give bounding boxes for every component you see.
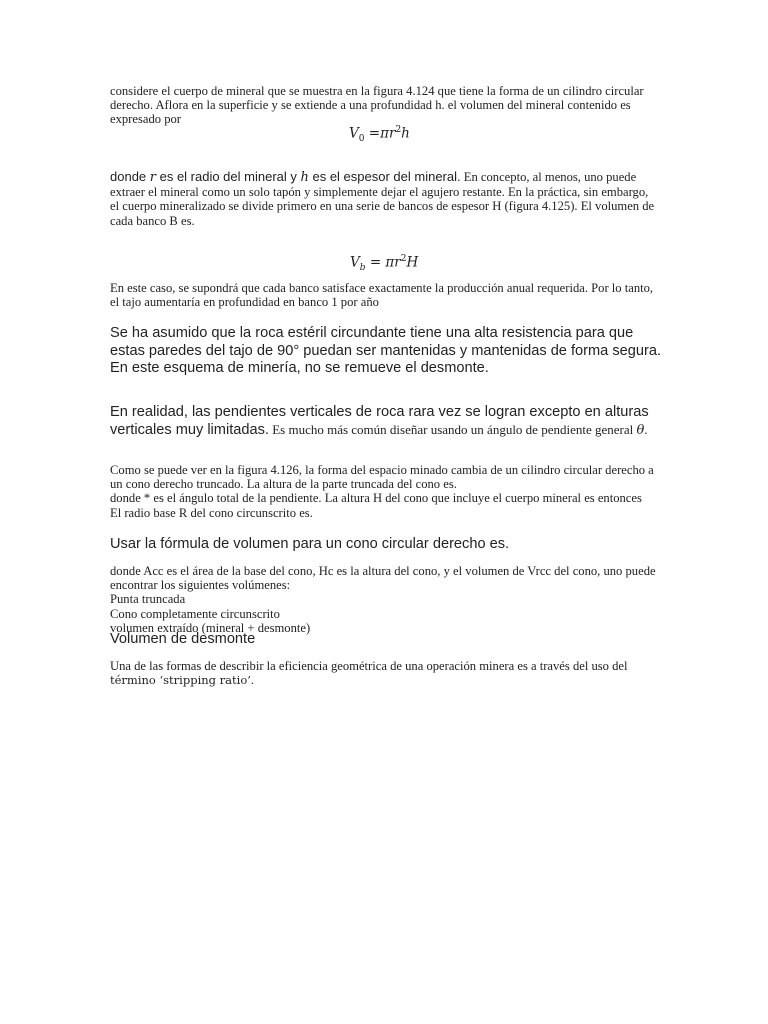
section-heading-text: Volumen de desmonte [110,631,256,647]
eq2-lhs-sub: b [359,263,366,274]
paragraph-volumes [110,564,660,635]
p5-serif: Es mucho más común diseñar usando un ángulo de pendiente general [268,421,637,437]
eq1-pi: π [380,125,389,142]
p2-rest: En concepto, al menos, uno puede extraer el mineral como un solo tapón y simplemente dejar el agujero restante. En la práctica, sin embargo, el cuerpo mineralizado se divide primero en una serie de bancos de espesor H (figura 4.125). El volumen de cada banco B es. [110,170,655,228]
paragraph-intro-text: considere el cuerpo de mineral que se muestra en la figura 4.124 que tiene la forma de un cilindro circular derecho. Aflora en la superficie y se extiende a una profundidad h. el volumen del mineral contenido es expresado por [110,84,644,127]
p5-end: . [644,422,648,437]
paragraph-bench-production [110,281,660,309]
eq2-exp: 2 [400,254,407,264]
eq1-h: h [401,125,410,142]
paragraph-wall-rock [110,325,665,378]
eq2-equals: = [369,254,382,271]
section-heading [110,631,660,649]
p2-mid1: es el radio del mineral y [155,169,301,184]
eq1-exp: 2 [395,125,402,135]
paragraph-radius [110,170,660,228]
p9-line-a: Una de las formas de describir la eficiencia geométrica de una operación minera es a través del uso del [110,659,628,673]
equation-volume-bench [350,254,418,273]
paragraph-radius-text [110,170,660,228]
paragraph-wall-rock-text: Se ha asumido que la roca estéril circundante tiene una alta resistencia para que estas paredes del tajo de 90° puedan ser mantenidas y mantenidas de forma segura. En este esquema de minería, no se remueve el desmonte. [110,325,662,377]
list-item: Punta truncada [110,592,186,607]
equation-volume-cylinder [349,125,410,144]
p2-mid2: es el espesor del mineral. [308,169,461,184]
p6-line-1: Como se puede ver en la figura 4.126, la forma del espacio minado cambia de un cilindro circular derecho a un cono derecho truncado. La altura de la parte truncada del cono es. [110,463,654,492]
p6-line-2: donde * es el ángulo total de la pendiente. La altura H del cono que incluye el cuerpo mineral es entonces [110,491,642,506]
eq1-lhs-sub: 0 [358,134,365,145]
paragraph-bench-production-text: En este caso, se supondrá que cada banco satisface exactamente la producción anual requerida. Por lo tanto, el tajo aumentaría en profundidad en banco 1 por año [110,281,654,310]
paragraph-slopes [110,404,655,439]
eq1-r: r [388,125,396,142]
eq1-lhs: V [349,125,359,142]
p5-theta: θ [636,422,645,438]
eq2-H: H [406,254,419,271]
eq2-pi: π [385,254,395,271]
p6-line-3: El radio base R del cono circunscrito es. [110,505,313,520]
eq1-equals: = [368,125,381,142]
paragraph-truncated-cone [110,463,660,520]
paragraph-cone-formula-text: Usar la fórmula de volumen para un cono circular derecho es. [110,536,510,552]
p9-term: término ‘stripping ratio’ [110,673,251,688]
eq2-r: r [394,254,401,271]
p9-end: . [250,673,255,688]
p9-line-b [110,673,670,687]
paragraph-volumes-text: donde Acc es el área de la base del cono, Hc es la altura del cono, y el volumen de Vrcc del cono, uno puede encontrar los siguientes volúmenes: [110,564,656,593]
eq2-lhs: V [350,254,360,271]
paragraph-cone-formula [110,536,660,554]
paragraph-slopes-text [110,404,655,439]
p5-sans: En realidad, las pendientes verticales de roca rara vez se logran excepto en alturas verticales muy limitadas. [110,404,649,438]
list-item: volumen extraído (mineral + desmonte) [110,620,311,635]
p2-var-h: h [300,170,309,185]
p2-var-r: r [149,170,156,185]
paragraph-stripping-ratio [110,659,670,687]
paragraph-intro [110,84,660,127]
p2-donde: donde [110,169,150,184]
list-item: Cono completamente circunscrito [110,606,280,621]
